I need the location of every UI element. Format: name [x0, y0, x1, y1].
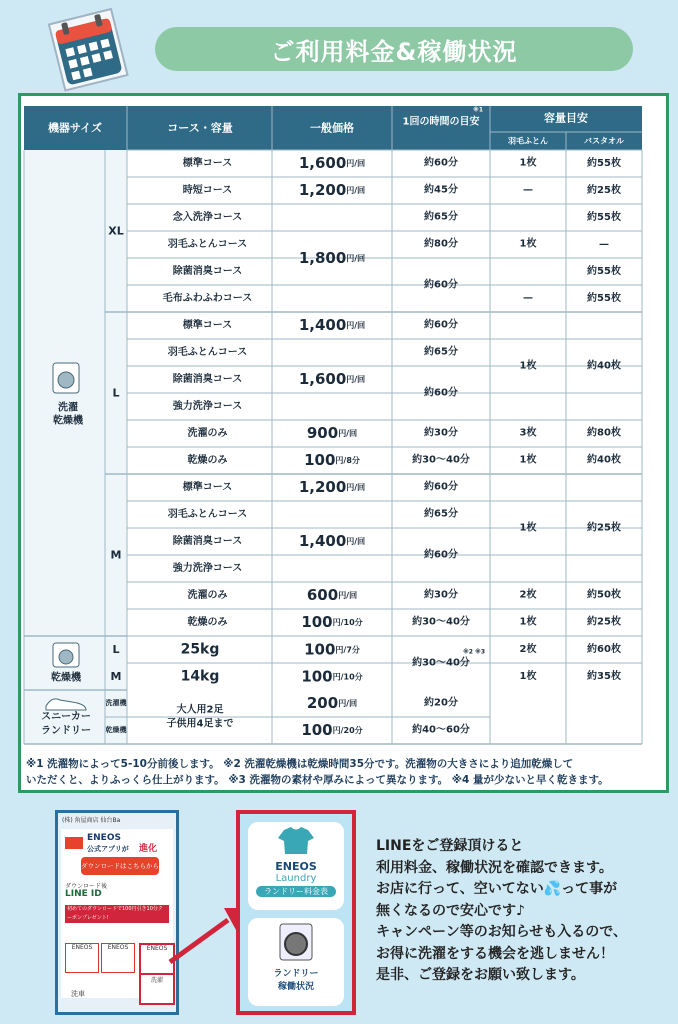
footnote-line2: いただくと、よりふっくら仕上がります。 ※3 洗濯物の素材や厚みによって異なります。 ※4 量が少ないと早く乾きます。 [26, 774, 609, 786]
line-message-2: 利用料金、稼働状況を確認できます。 [376, 859, 613, 876]
xl-group-price: 1,800円/回 [298, 249, 366, 267]
dryer-capacity: 25kg [180, 641, 220, 658]
l-price: 1,400円/回 [298, 316, 366, 334]
card1-sub: Laundry [275, 873, 317, 884]
sneaker-capacity-2: 子供用4足まで [166, 718, 234, 730]
sneaker-wash-price: 200円/回 [306, 694, 358, 712]
line-message-7: 是非、ご登録をお願い致します。 [376, 967, 585, 983]
xl-towel: 約55枚 [587, 158, 621, 169]
size-m: M [110, 548, 122, 562]
xl-group-futon: 1枚 [519, 238, 537, 250]
footnote-line1: ※1 洗濯物によって5-10分前後します。 ※2 洗濯乾燥機は乾燥時間35分です。洗濯物の大きさにより追加乾燥して [26, 758, 574, 770]
l-course: 羽毛ふとんコース [167, 347, 248, 358]
category-sneaker-1: スニーカー [41, 711, 91, 723]
app-menu-highlight [236, 810, 356, 1015]
category-sneaker-2: ランドリー [41, 725, 91, 737]
footnote [26, 756, 654, 788]
xl-course: 毛布ふわふわコース [162, 293, 253, 304]
header-futon: 羽毛ふとん [508, 136, 548, 146]
sneaker-capacity-1: 大人用2足 [176, 704, 224, 716]
m-group-towel: 約25枚 [587, 522, 621, 534]
dryer-futon: 1枚 [519, 671, 537, 682]
xl-futon: — [523, 292, 533, 304]
m-futon: 1枚 [519, 616, 537, 628]
phone-line-id: LINE ID [65, 889, 102, 899]
l-time: 約60分 [424, 319, 458, 331]
dryer-price: 100円/10分 [301, 667, 363, 686]
phone-url: (株) 角屋商店 仙台Ba [62, 817, 121, 824]
l-price: 900円/回 [306, 424, 358, 442]
sneaker-wash-label: 洗濯機 [105, 699, 127, 707]
line-message-4: 無くなるので安心です♪ [376, 902, 525, 919]
washer-dryer-icon-door [58, 372, 74, 388]
m-course: 除菌消臭コース [172, 536, 243, 547]
dryer-icon-door [59, 650, 73, 664]
xl-time: 約80分 [424, 238, 458, 250]
l-course: 乾燥のみ [187, 455, 228, 466]
xl-towel: 約25枚 [587, 185, 621, 196]
phone-app-button-1[interactable]: ENEOS [65, 943, 99, 973]
l-group-time: 約60分 [424, 387, 458, 399]
dryer-capacity: 14kg [180, 668, 220, 685]
xl-price: 1,200円/回 [298, 181, 366, 199]
l-towel: 約40枚 [587, 454, 621, 466]
m-futon: 2枚 [519, 589, 537, 601]
size-xl: XL [108, 224, 124, 238]
xl-price: 1,600円/回 [298, 154, 366, 172]
m-price: 1,200円/回 [298, 478, 366, 496]
l-futon: 1枚 [519, 454, 537, 466]
dryer-price: 100円/7分 [304, 640, 360, 659]
dryer-towel: 約60枚 [587, 644, 621, 655]
header-course: コース・容量 [167, 121, 233, 135]
m-time: 約30〜40分 [412, 616, 470, 628]
m-course: 洗濯のみ [187, 590, 228, 601]
phone-evolved: 進化 [139, 844, 158, 854]
phone-app-button-3[interactable]: ENEOS [139, 943, 175, 975]
m-course: 強力洗浄コース [172, 563, 243, 574]
xl-course: 標準コース [182, 158, 233, 169]
line-message-5: キャンペーン等のお知らせも入るので、 [376, 924, 628, 940]
header-time: 1回の時間の目安 [402, 116, 480, 128]
m-course: 標準コース [182, 482, 233, 493]
phone-app-label: 公式アプリが [87, 845, 129, 853]
m-towel: 約50枚 [587, 589, 621, 601]
sneaker-wash-time: 約20分 [424, 697, 458, 709]
xl-towel: 約55枚 [587, 293, 621, 304]
header-capacity: 容量目安 [544, 111, 588, 125]
category-dryer: 乾燥機 [51, 672, 81, 684]
dryer-size: M [110, 670, 122, 683]
category-washer-dryer-1: 洗濯 [58, 402, 78, 414]
sneaker-dry-label: 乾燥機 [105, 726, 127, 734]
xl-time: 約65分 [424, 211, 458, 223]
m-group-futon: 1枚 [519, 522, 537, 534]
l-course: 強力洗浄コース [172, 401, 243, 412]
l-course: 洗濯のみ [187, 428, 228, 439]
phone-tab[interactable]: 洗車 [71, 990, 85, 998]
laundry-status-card[interactable] [248, 918, 344, 1006]
xl-towel: 約55枚 [587, 266, 621, 277]
m-group-time: 約60分 [424, 549, 458, 561]
sneaker-dry-price: 100円/20分 [301, 721, 363, 739]
phone-download-button[interactable]: ダウンロードはこちらから [81, 857, 159, 875]
phone-brand: ENEOS [87, 833, 121, 843]
phone-coupon: 初めてのダウンロードで100円引き10分クーポンプレゼント! [65, 905, 169, 923]
m-time: 約65分 [424, 508, 458, 520]
sneaker-dry-time: 約40〜60分 [412, 724, 470, 736]
laundry-price-card[interactable] [248, 822, 344, 910]
xl-course: 羽毛ふとんコース [167, 239, 248, 250]
dryer-futon: 2枚 [519, 644, 537, 655]
header-towel: バスタオル [584, 136, 624, 146]
l-time: 約30分 [424, 427, 458, 439]
l-futon: 3枚 [519, 427, 537, 439]
m-course: 羽毛ふとんコース [167, 509, 248, 520]
l-towel: 約80枚 [587, 427, 621, 439]
l-group-towel: 約40枚 [587, 360, 621, 372]
m-group-price: 1,400円/回 [298, 532, 366, 550]
card1-brand: ENEOS [275, 860, 317, 873]
m-towel: 約25枚 [587, 616, 621, 628]
line-message-6: お得に洗濯をする機会を逃しません！ [376, 945, 614, 962]
line-message-3: お店に行って、空いてない💦って事が [376, 881, 618, 897]
dryer-time-note: ※2 ※3 [462, 648, 486, 656]
l-course: 除菌消臭コース [172, 374, 243, 385]
xl-futon: 1枚 [519, 157, 537, 169]
line-message [376, 836, 666, 987]
page-title-text: ご利用料金&稼働状況 [270, 37, 518, 66]
phone-app-button-4[interactable]: 洗濯 [139, 973, 175, 1005]
category-washer-dryer-2: 乾燥機 [53, 415, 83, 427]
header-price: 一般価格 [310, 121, 354, 135]
sweat-drop-icon: 💦 [543, 881, 562, 897]
washing-machine-icon [276, 922, 316, 962]
m-course: 乾燥のみ [187, 617, 228, 628]
xl-group-time: 約60分 [424, 279, 458, 291]
card2-label1: ランドリー [273, 969, 319, 979]
header-time-note: ※1 [472, 106, 484, 114]
l-group-futon: 1枚 [519, 360, 537, 372]
m-price: 600円/回 [306, 586, 358, 604]
l-group-price: 1,600円/回 [298, 370, 366, 388]
xl-time: 約45分 [424, 184, 458, 196]
l-time: 約65分 [424, 346, 458, 358]
card2-label2: 稼働状況 [277, 982, 314, 992]
header-machine: 機器サイズ [47, 121, 103, 135]
m-time: 約60分 [424, 481, 458, 493]
dryer-size: L [112, 643, 120, 656]
xl-towel: 約55枚 [587, 212, 621, 223]
xl-towel: — [599, 239, 609, 250]
size-l: L [112, 386, 120, 400]
m-time: 約30分 [424, 589, 458, 601]
xl-course: 除菌消臭コース [172, 266, 243, 277]
xl-time: 約60分 [424, 157, 458, 169]
phone-app-button-2[interactable]: ENEOS [101, 943, 135, 973]
xl-course: 時短コース [182, 185, 233, 196]
card1-label: ランドリー料金表 [256, 886, 336, 897]
l-price: 100円/8分 [304, 451, 360, 469]
dryer-towel: 約35枚 [587, 671, 621, 682]
m-price: 100円/10分 [301, 613, 363, 631]
dryer-time: 約30〜40分 [412, 657, 470, 669]
l-course: 標準コース [182, 320, 233, 331]
shirt-icon [276, 826, 316, 856]
xl-course: 念入洗浄コース [172, 212, 243, 223]
line-message-1: LINEをご登録頂けると [376, 838, 524, 854]
phone-screenshot [55, 810, 179, 1015]
l-time: 約30〜40分 [412, 454, 470, 466]
xl-futon: — [523, 184, 533, 196]
phone-download-bonus: ダウンロード後 [65, 883, 108, 890]
